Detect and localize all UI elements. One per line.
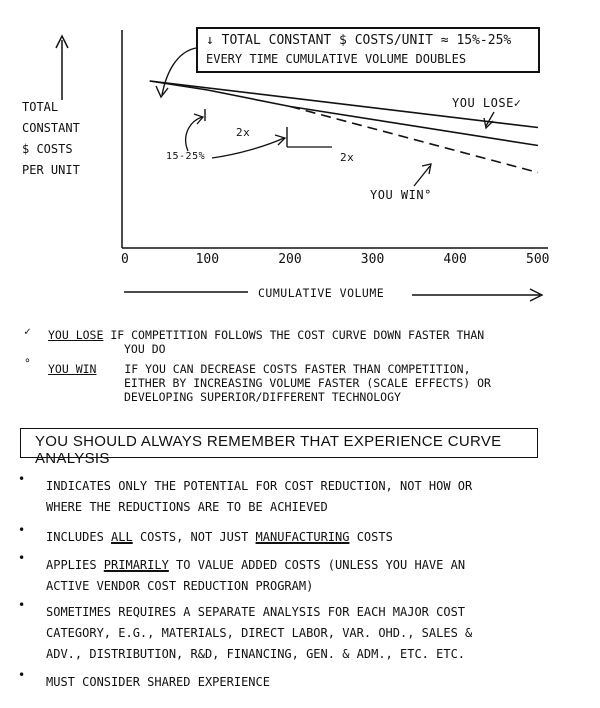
note-text: IF COMPETITION FOLLOWS THE COST CURVE DOWN FASTER THAN [110, 328, 485, 342]
bullet-text: ADV., DISTRIBUTION, R&D, FINANCING, GEN. & ADM., ETC. ETC. [46, 647, 466, 661]
callout-pointer-head [156, 86, 168, 97]
text-run: COSTS, NOT JUST [132, 530, 256, 544]
bullet-item [18, 668, 598, 693]
bullet-text [46, 555, 598, 576]
note-text: YOU DO [124, 342, 166, 356]
x-tick-label: 500 [526, 252, 550, 267]
underlined-text: ALL [111, 530, 133, 544]
bullet-item [18, 472, 598, 518]
bullet-item [18, 598, 598, 665]
y-axis-label-line: CONSTANT [22, 121, 80, 135]
note-term: YOU WIN [48, 362, 97, 376]
underlined-text: PRIMARILY [103, 558, 169, 572]
x-tick-label: 200 [278, 252, 302, 267]
bullet-icon: • [18, 668, 26, 682]
bullet-text: ACTIVE VENDOR COST REDUCTION PROGRAM) [46, 579, 314, 593]
degree-icon: ° [24, 356, 31, 370]
note-text: DEVELOPING SUPERIOR/DIFFERENT TECHNOLOGY [124, 390, 401, 404]
text-run: INCLUDES [46, 530, 112, 544]
you-win-label: YOU WIN° [370, 188, 432, 202]
you-win-pointer [414, 166, 430, 186]
callout-line: EVERY TIME CUMULATIVE VOLUME DOUBLES [206, 52, 467, 66]
bullet-item [18, 551, 598, 597]
doubling-label: 2x [340, 151, 355, 164]
x-axis-label: CUMULATIVE VOLUME [258, 286, 385, 300]
banner: YOU SHOULD ALWAYS REMEMBER THAT EXPERIENCE CURVE ANALYSIS [20, 428, 538, 458]
x-tick-label: 100 [195, 252, 220, 267]
text-run: COSTS [349, 530, 393, 544]
x-tick-label: 300 [360, 252, 385, 267]
series-line-1 [150, 81, 538, 146]
note-you-lose [24, 324, 594, 356]
callout-line: ↓ TOTAL CONSTANT $ COSTS/UNIT ≈ 15%-25% [206, 33, 512, 48]
callout-box [196, 27, 540, 73]
y-axis-label-line: TOTAL [22, 100, 59, 114]
text-run: TO VALUE ADDED COSTS (UNLESS YOU HAVE AN [168, 558, 466, 572]
note-you-win [24, 356, 594, 404]
x-tick-label: 400 [443, 252, 467, 267]
bullet-icon: • [18, 551, 26, 565]
bullet-text [46, 527, 598, 548]
step-pointer-2 [212, 138, 284, 158]
text-run: APPLIES [46, 558, 104, 572]
you-lose-pointer-head [484, 118, 493, 128]
you-lose-label: YOU LOSE✓ [452, 96, 522, 110]
note-text: EITHER BY INCREASING VOLUME FASTER (SCALE EFFECTS) OR [124, 376, 491, 390]
y-axis-label-line: $ COSTS [22, 142, 73, 156]
step-pointer-1 [186, 117, 202, 151]
bullet-text: MUST CONSIDER SHARED EXPERIENCE [46, 675, 270, 689]
doubling-label: 2x [236, 126, 251, 139]
bullet-icon: • [18, 472, 26, 486]
step-label: 15-25% [166, 151, 206, 162]
y-axis-label [22, 97, 80, 181]
bullet-text: WHERE THE REDUCTIONS ARE TO BE ACHIEVED [46, 500, 328, 514]
bullet-item [18, 523, 598, 548]
bullet-text: INDICATES ONLY THE POTENTIAL FOR COST REDUCTION, NOT HOW OR [46, 479, 473, 493]
bullet-icon: • [18, 523, 26, 537]
bullet-text: SOMETIMES REQUIRES A SEPARATE ANALYSIS FOR EACH MAJOR COST [46, 605, 466, 619]
note-term: YOU LOSE [48, 328, 104, 342]
y-axis-label-line: PER UNIT [22, 163, 80, 177]
note-text: IF YOU CAN DECREASE COSTS FASTER THAN COMPETITION, [124, 362, 471, 376]
checkmark-icon: ✓ [24, 324, 31, 338]
x-tick-label: 0 [121, 252, 129, 267]
underlined-text: MANUFACTURING [255, 530, 350, 544]
bullet-icon: • [18, 598, 26, 612]
you-win-pointer-head [422, 164, 431, 174]
bullet-text: CATEGORY, E.G., MATERIALS, DIRECT LABOR, VAR. OHD., SALES & [46, 626, 473, 640]
